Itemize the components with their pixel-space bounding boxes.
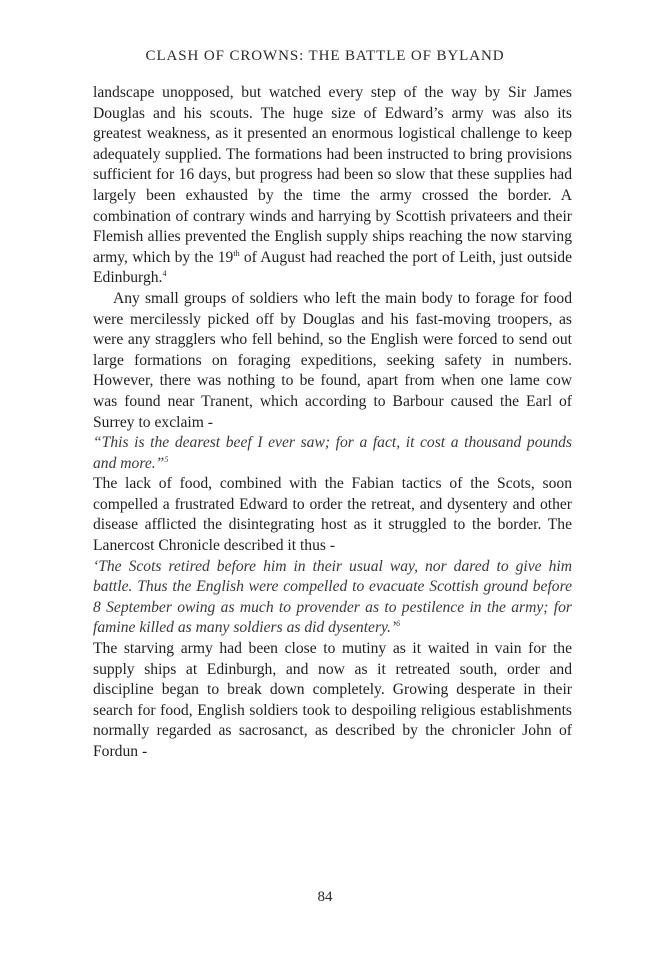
block-quote bbox=[93, 557, 572, 639]
footnote-ref: 4 bbox=[162, 269, 167, 279]
paragraph bbox=[93, 83, 572, 289]
quote-text: ‘The Scots retired before him in their usual way, nor dared to give him battle. Thus the English were compelled to evacuate Scottish ground before 8 September owing as much to provender as to pestilence in the army; for famine killed as many soldiers as did dysentery.’ bbox=[93, 557, 572, 637]
paragraph-text: landscape unopposed, but watched every step of the way by Sir James Douglas and his scouts. The huge size of Edward’s army was also its greatest weakness, as it presented an enormous logistical challenge to keep adequately supplied. The formations had been instructed to bring provisions sufficient for 16 days, but progress had been so slow that these supplies had largely been exhausted by the time the army crossed the border. A combination of contrary winds and harrying by Scottish privateers and their Flemish allies prevented the English supply ships reaching the now starving army, which by the 19 bbox=[93, 84, 572, 266]
page-number: 84 bbox=[317, 889, 333, 905]
block-quote bbox=[93, 433, 572, 474]
paragraph-text: of August had reached the port of Leith, just outside Edinburgh. bbox=[93, 248, 572, 287]
running-head: CLASH OF CROWNS: THE BATTLE OF BYLAND bbox=[145, 48, 505, 64]
paragraph: Any small groups of soldiers who left the main body to forage for food were mercilessly picked off by Douglas and his fast-moving troopers, as were any stragglers who fell behind, so the English were forced to send out large formations on foraging expeditions, seeking safety in numbers. However, there was nothing to be found, apart from when one lame cow was found near Tranent, which according to Barbour caused the Earl of Surrey to exclaim - bbox=[93, 289, 572, 431]
paragraph: The starving army had been close to mutiny as it waited in vain for the supply ships at Edinburgh, and now as it retreated south, order and discipline began to break down completely. Growing desperate in their search for food, English soldiers took to despoiling religious establishments normally regarded as sacrosanct, as described by the chronicler John of Fordun - bbox=[93, 640, 572, 760]
paragraph: The lack of food, combined with the Fabian tactics of the Scots, soon compelled a frustrated Edward to order the retreat, and dysentery and other disease afflicted the disintegrating host as it struggled to the border. The Lanercost Chronicle described it thus - bbox=[93, 475, 572, 555]
body-text bbox=[93, 83, 572, 763]
ordinal-suffix: th bbox=[233, 248, 240, 258]
quote-text: “This is the dearest beef I ever saw; for a fact, it cost a thousand pounds and more.” bbox=[93, 434, 572, 472]
footnote-ref: 5 bbox=[164, 454, 169, 464]
footnote-ref: 6 bbox=[396, 619, 401, 629]
